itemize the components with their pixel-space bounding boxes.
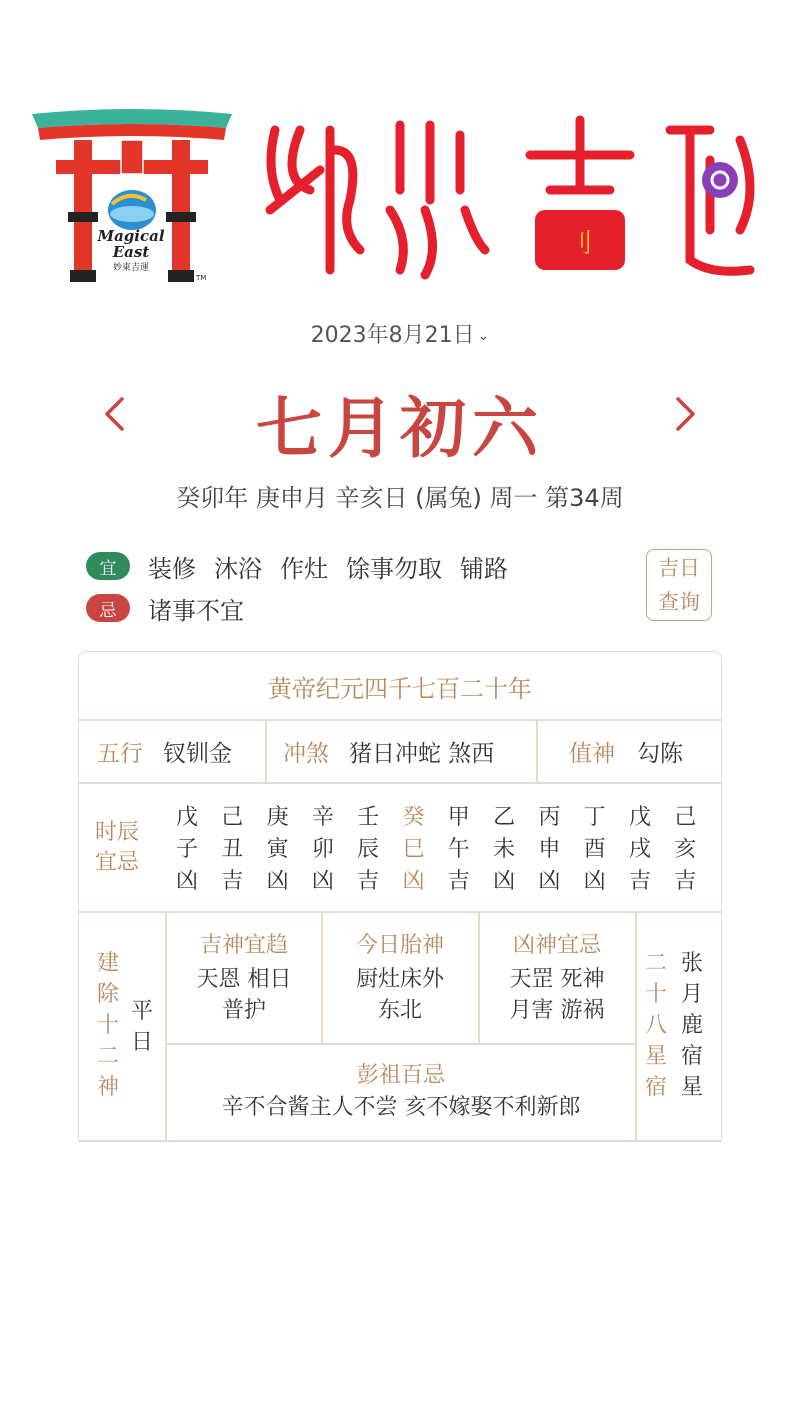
chongsha-cell: [283, 720, 494, 782]
ganzhi-line: 癸卯年 庚申月 辛亥日 (属兔) 周一 第34周: [176, 484, 624, 512]
yi-item: 沐浴: [214, 554, 262, 583]
logo-text-sub: 妙東吉運: [112, 263, 149, 273]
shichen-stem: 壬: [357, 805, 380, 830]
xiongshen-title: 凶神宜忌: [512, 933, 601, 958]
chongsha-label: 冲煞: [283, 740, 329, 767]
shichen-branch: 戌: [628, 837, 651, 862]
shichen-branch: 亥: [674, 837, 697, 862]
shichen-column: [667, 802, 703, 898]
shichen-label-2: 宜忌: [95, 850, 140, 875]
xiu-label-char: 二: [644, 951, 667, 976]
shichen-stem: 己: [221, 805, 244, 830]
shichen-column: [486, 802, 522, 898]
zhishen-cell: [569, 720, 683, 782]
date-selector[interactable]: [0, 318, 800, 349]
era-title: 黄帝纪元四千七百二十年: [268, 674, 532, 703]
jishen-line2: 普护: [221, 998, 266, 1023]
xiu-value-char: 张: [680, 951, 703, 976]
yi-item: 装修: [148, 554, 196, 583]
shichen-branch: 辰: [357, 837, 380, 862]
shichen-luck: 吉: [357, 869, 380, 894]
shichen-column: [531, 802, 567, 898]
yi-item: 馀事勿取: [346, 554, 442, 583]
zhishen-value: 勾陈: [637, 740, 683, 767]
taishen-body: [323, 964, 477, 1026]
xiu-label-char: 宿: [644, 1075, 667, 1100]
shichen-stem: 己: [674, 805, 697, 830]
jianchu-value-char: 平: [130, 999, 153, 1024]
almanac-table: [78, 651, 722, 1141]
shichen-stem: 乙: [493, 805, 516, 830]
chevron-down-icon: ⌄: [477, 328, 490, 344]
jianchu-value-char: 日: [130, 1030, 153, 1055]
shichen-column: [441, 802, 477, 898]
xiu-label-char: 八: [644, 1013, 667, 1038]
shichen-luck: 凶: [402, 869, 425, 894]
taishen-line1: 厨灶床外: [355, 967, 444, 992]
logo-text-magical: Magical: [97, 227, 165, 245]
lunar-date-title: 七月初六: [256, 389, 544, 467]
shichen-branch: 未: [493, 837, 516, 862]
xiu-label-char: 星: [644, 1044, 667, 1069]
xiu-label-char: 十: [644, 982, 667, 1007]
shichen-luck: 吉: [447, 869, 470, 894]
jiri-label-2: 查询: [658, 590, 700, 614]
shichen-branch: 卯: [311, 837, 334, 862]
jianchu-label: [93, 948, 123, 1103]
shichen-luck: 凶: [266, 869, 289, 894]
shichen-branch: 午: [447, 837, 470, 862]
jiri-label-1: 吉日: [658, 556, 700, 580]
chevron-right-icon: [674, 396, 698, 432]
xiongshen-line1: 天罡 死神: [509, 967, 605, 992]
jianchu-label-char: 神: [96, 1075, 119, 1100]
shichen-column: [350, 802, 386, 898]
logo-text-east: East: [112, 243, 150, 261]
yi-badge: 宜: [86, 552, 130, 580]
wuxing-cell: [97, 720, 232, 782]
shichen-branch: 巳: [402, 837, 425, 862]
shichen-label: [95, 818, 139, 878]
shichen-branch: 申: [538, 837, 561, 862]
jianchu-label-char: 二: [96, 1044, 119, 1069]
yi-items: [148, 549, 508, 584]
shichen-branch: 酉: [583, 837, 606, 862]
shichen-column: [622, 802, 658, 898]
xiu-value-char: 月: [680, 982, 703, 1007]
shichen-luck: 吉: [221, 869, 244, 894]
brand-name: [250, 110, 770, 285]
brand-logo: [28, 100, 238, 290]
xiu-value-char: 鹿: [680, 1013, 703, 1038]
shichen-luck: 凶: [538, 869, 561, 894]
trademark-mark: TM: [196, 274, 207, 282]
shichen-stem: 甲: [447, 805, 470, 830]
shichen-branch: 子: [175, 837, 198, 862]
shichen-luck: 吉: [628, 869, 651, 894]
shichen-stem: 戊: [628, 805, 651, 830]
shichen-luck: 吉: [674, 869, 697, 894]
jianchu-label-char: 除: [96, 982, 119, 1007]
xiongshen-line2: 月害 游祸: [509, 998, 605, 1023]
svg-text:刂: 刂: [566, 229, 594, 259]
zhishen-label: 值神: [569, 740, 615, 767]
shichen-branch: 寅: [266, 837, 289, 862]
jianchu-value: [127, 996, 157, 1058]
taishen-line2: 东北: [377, 998, 422, 1023]
shichen-column: [260, 802, 296, 898]
shichen-luck: 凶: [175, 869, 198, 894]
shichen-luck: 凶: [583, 869, 606, 894]
shichen-label-1: 时辰: [95, 820, 140, 845]
jishen-body: [167, 964, 321, 1026]
next-day-button[interactable]: [666, 389, 706, 439]
taishen-title: 今日胎神: [355, 933, 444, 958]
wuxing-value: 钗钏金: [163, 740, 232, 767]
ji-badge: 忌: [86, 594, 130, 622]
shichen-column: [305, 802, 341, 898]
jishen-title: 吉神宜趋: [199, 933, 288, 958]
xiu-value-char: 星: [680, 1075, 703, 1100]
shichen-column: [214, 802, 250, 898]
shichen-column: [169, 802, 205, 898]
solar-date: 2023年8月21日: [310, 323, 475, 348]
yi-row: [86, 549, 508, 583]
shichen-stem: 癸: [402, 805, 425, 830]
jianchu-label-char: 建: [96, 951, 119, 976]
ji-row: [86, 591, 244, 625]
yi-item: 铺路: [460, 554, 508, 583]
yi-item: 作灶: [280, 554, 328, 583]
lunar-header: [0, 375, 800, 465]
xiu-label: [641, 948, 671, 1103]
shichen-stem: 辛: [311, 805, 334, 830]
xiongshen-body: [480, 964, 634, 1026]
xiu-value-char: 宿: [680, 1044, 703, 1069]
auspicious-day-query-button[interactable]: [646, 549, 712, 621]
shichen-stem: 庚: [266, 805, 289, 830]
jianchu-label-char: 十: [96, 1013, 119, 1038]
shichen-column: [577, 802, 613, 898]
shichen-branch: 丑: [221, 837, 244, 862]
chongsha-value: 猪日冲蛇 煞西: [349, 740, 495, 767]
shichen-stem: 丁: [583, 805, 606, 830]
shichen-stem: 戊: [175, 805, 198, 830]
brand-calligraphy: [250, 110, 770, 285]
shichen-luck: 凶: [311, 869, 334, 894]
shichen-stem: 丙: [538, 805, 561, 830]
pengzu-value: 辛不合酱主人不尝 亥不嫁娶不利新郎: [221, 1095, 581, 1120]
jishen-line1: 天恩 相日: [196, 967, 292, 992]
shichen-luck: 凶: [493, 869, 516, 894]
shichen-column: [396, 802, 432, 898]
pengzu-title: 彭祖百忌: [356, 1063, 445, 1088]
wuxing-label: 五行: [97, 740, 143, 767]
ji-item: 诸事不宜: [148, 596, 244, 625]
ji-items: [148, 591, 244, 626]
xiu-value: [677, 948, 707, 1103]
